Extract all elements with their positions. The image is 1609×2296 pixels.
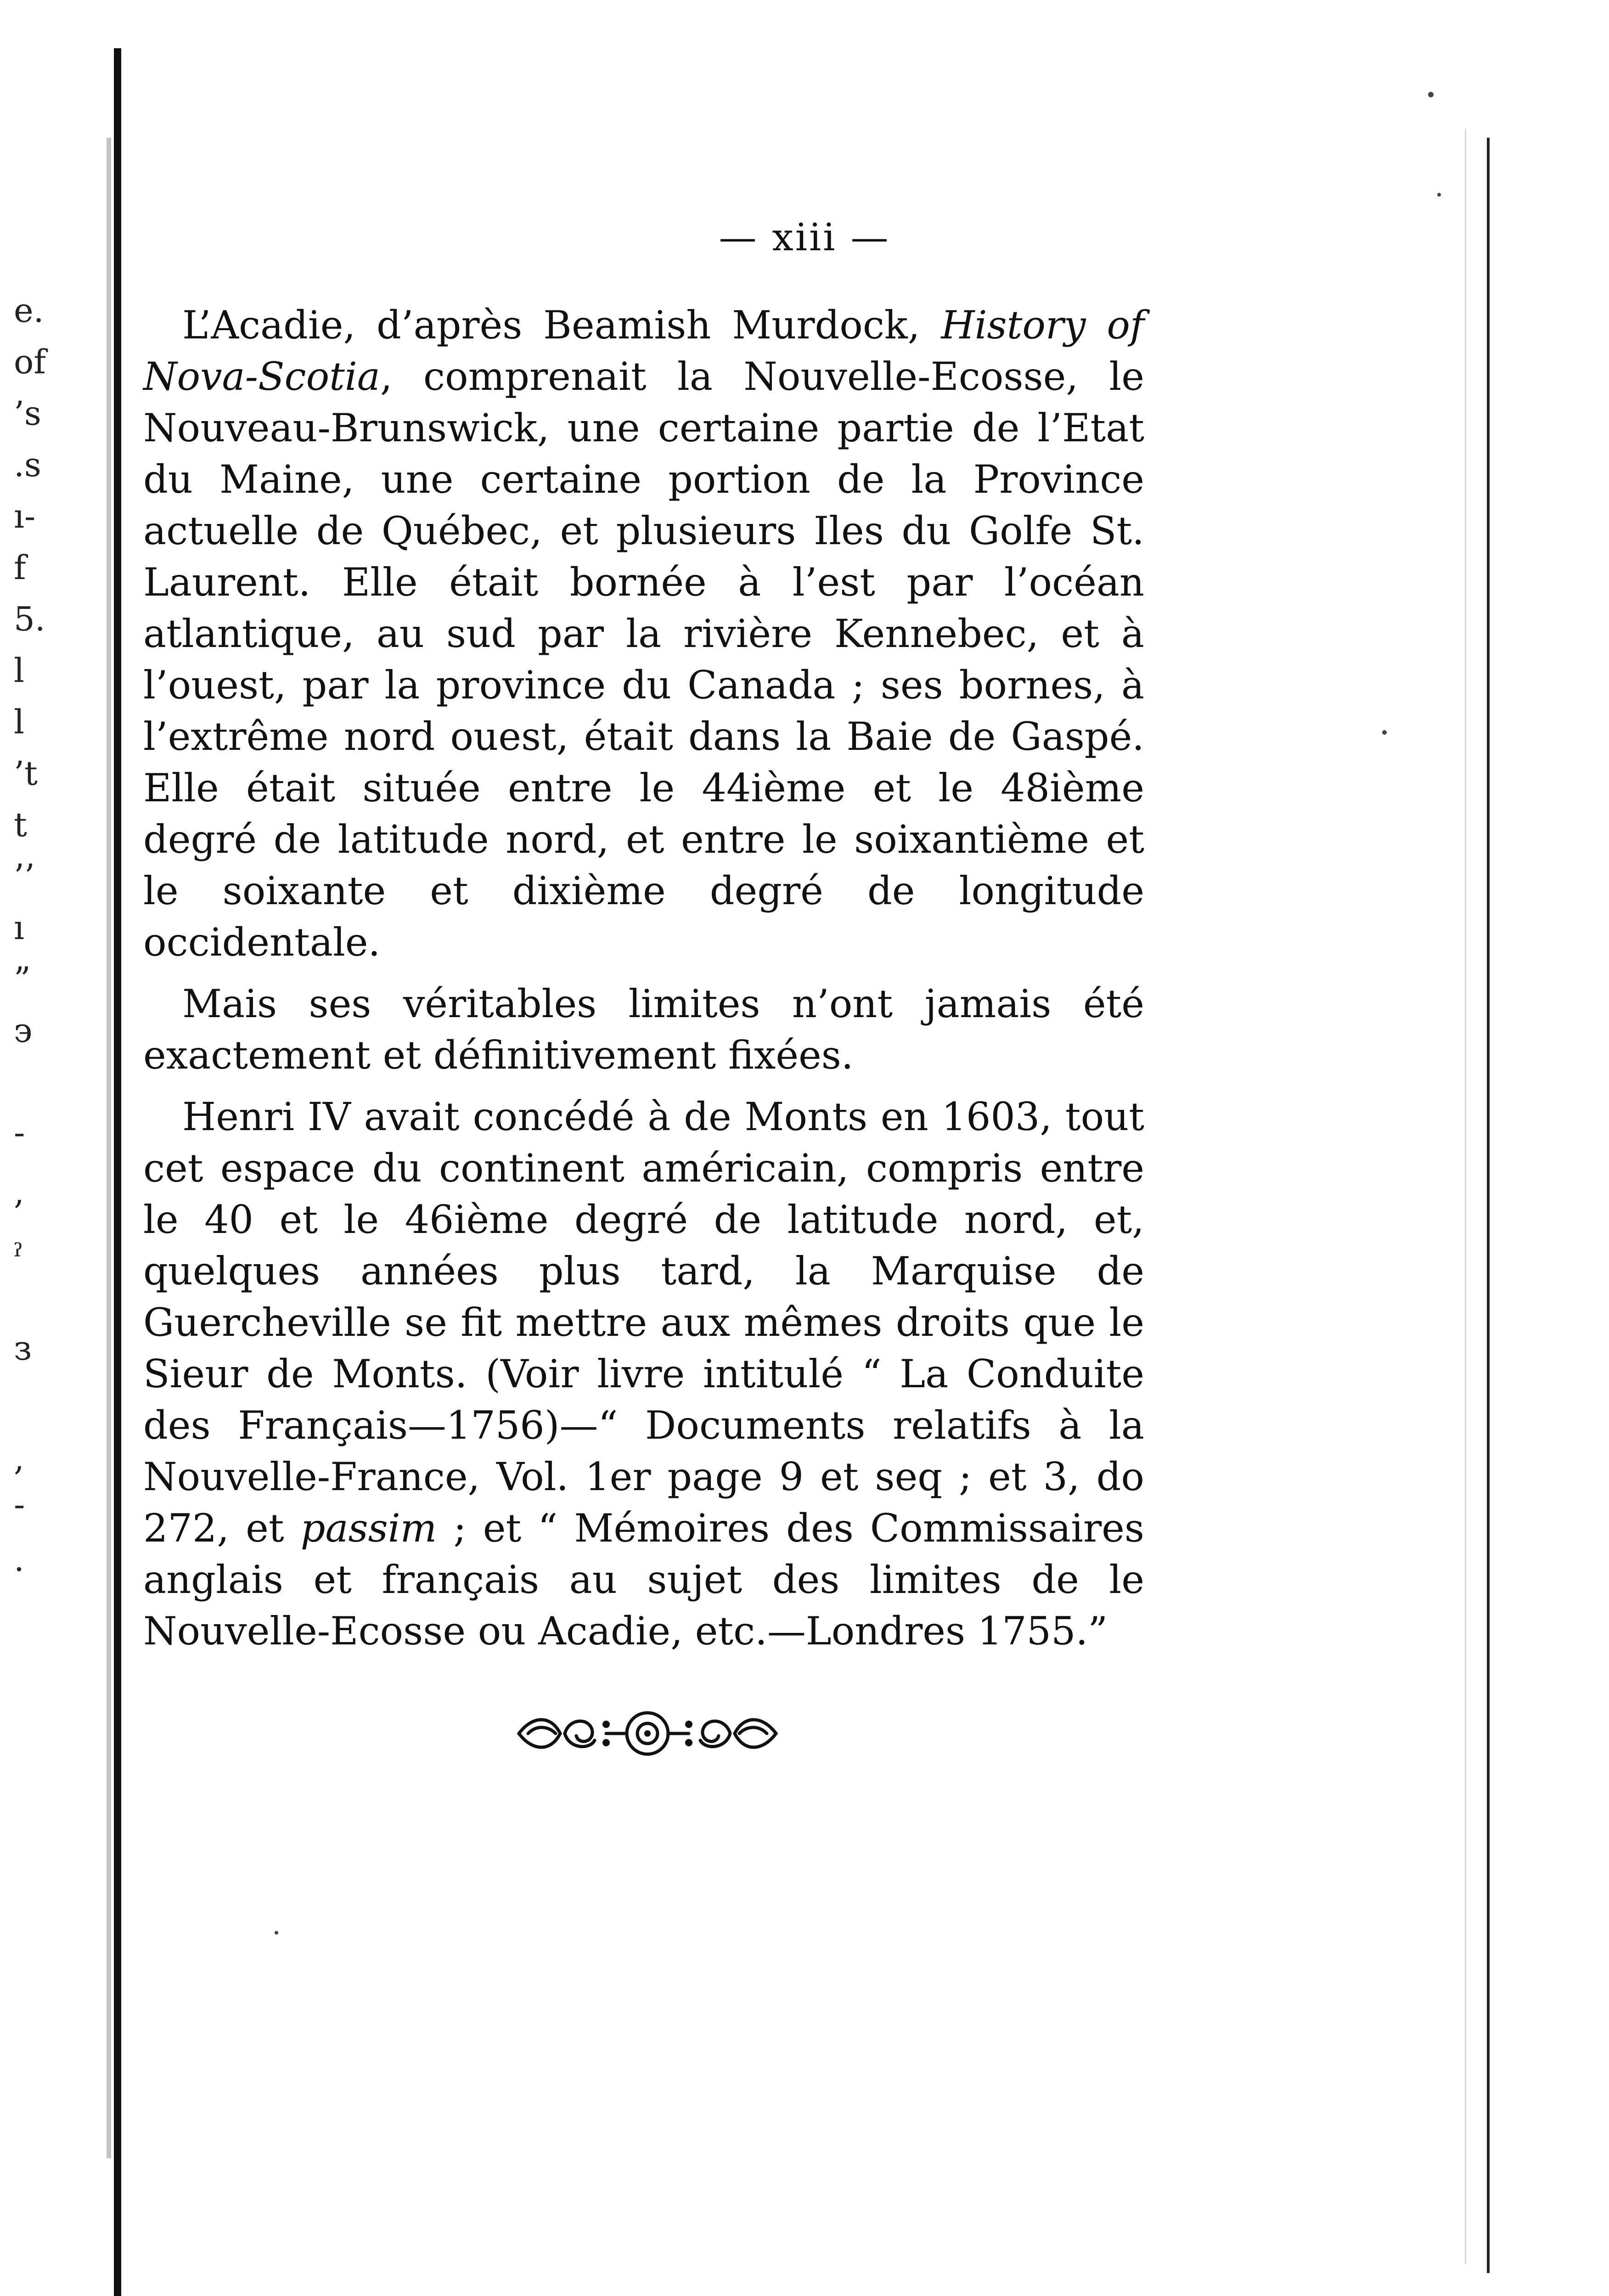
facing-page-fragment: ˀ (14, 1237, 23, 1276)
facing-page-fragment: - (14, 1485, 25, 1524)
paper-speck (275, 1931, 278, 1935)
facing-page-fragment: t (14, 805, 27, 844)
paragraph-text: Henri IV avait concédé à de Monts en 1603, tout cet espace du continent américain, compris entre le 40 et le 46ième degré de latitude nord, et, quelques années plus tard, la Marquise de Guercheville se fit mettre aux mêmes droits que le Sieur de Monts. (Voir livre intitulé “ La Conduite des Français—1756)—“ Documents relatifs à la Nouvelle-France, Vol. 1er page 9 et seq ; et 3, do 272, et (143, 1094, 1144, 1551)
facing-page-fragment: ’’ (14, 857, 35, 895)
facing-page-fragment: , (14, 1439, 24, 1478)
passim-italic: passim (300, 1506, 437, 1551)
facing-page-fragment: ” (14, 960, 31, 998)
floral-ornament-icon (514, 1706, 781, 1761)
paper-speck (1382, 730, 1387, 735)
facing-page-fragment: l (14, 651, 25, 690)
facing-page-fragment: . (14, 1540, 24, 1579)
facing-page-fragment: з (14, 1329, 32, 1367)
paper-speck (1437, 193, 1441, 197)
paragraph-text: Mais ses véritables limites n’ont jamais été exactement et définitivement fixées. (143, 981, 1144, 1078)
facing-page-fragment: ’t (14, 754, 38, 793)
facing-page-fragment: 5. (14, 600, 45, 638)
facing-page-fragment: э (14, 1011, 33, 1050)
paragraph-text: L’Acadie, d’après Beamish Murdock, (182, 303, 941, 348)
body-text (143, 299, 1144, 1667)
paper-speck (1428, 92, 1434, 97)
paragraph (143, 978, 1144, 1081)
facing-page-fragment: f (14, 548, 26, 587)
paragraph-text: , comprenait la Nouvelle-Ecosse, le Nouveau-Brunswick, une certaine partie de l’Etat du Maine, une certaine portion de la Province actuelle de Québec, et plusieurs Iles du Golfe St. Laurent. Elle était bornée à l’est par l’océan atlantique, au sud par la rivière Kennebec, et à l’ouest, par la province du Canada ; ses bornes, à l’extrême nord ouest, était dans la Baie de Gaspé. Elle était située entre le 44ième et le 48ième degré de latitude nord, et entre le soixantième et le soixante et dixième degré de longitude occidentale. (143, 354, 1144, 965)
book-title-italic: History of Nova-Scotia (143, 303, 1145, 399)
paragraph (143, 1091, 1144, 1657)
facing-page-fragment: of (14, 343, 46, 381)
facing-page-fragment: l (14, 703, 25, 741)
facing-page-fragment: .s (14, 445, 41, 484)
binding-shadow (107, 138, 111, 2158)
facing-page-fragment: - (14, 1113, 25, 1152)
right-edge-shadow (1465, 129, 1466, 2264)
facing-page-fragment: ı- (14, 497, 36, 535)
binding-edge (114, 48, 121, 2296)
paragraph (143, 299, 1144, 968)
right-page-edge (1487, 138, 1490, 2273)
facing-page-fragment: , (14, 1173, 24, 1211)
paragraph-text: ; et “ Mémoires des Commissaires anglais et français au sujet des limites de le Nouvelle-Ecosse ou Acadie, etc.—Londres 1755.” (143, 1506, 1144, 1654)
facing-page-fragment: ’s (14, 394, 41, 433)
facing-page-fragment: ı (14, 908, 25, 947)
facing-page-fragment: e. (14, 291, 44, 330)
page-number: — xiii — (719, 216, 890, 259)
